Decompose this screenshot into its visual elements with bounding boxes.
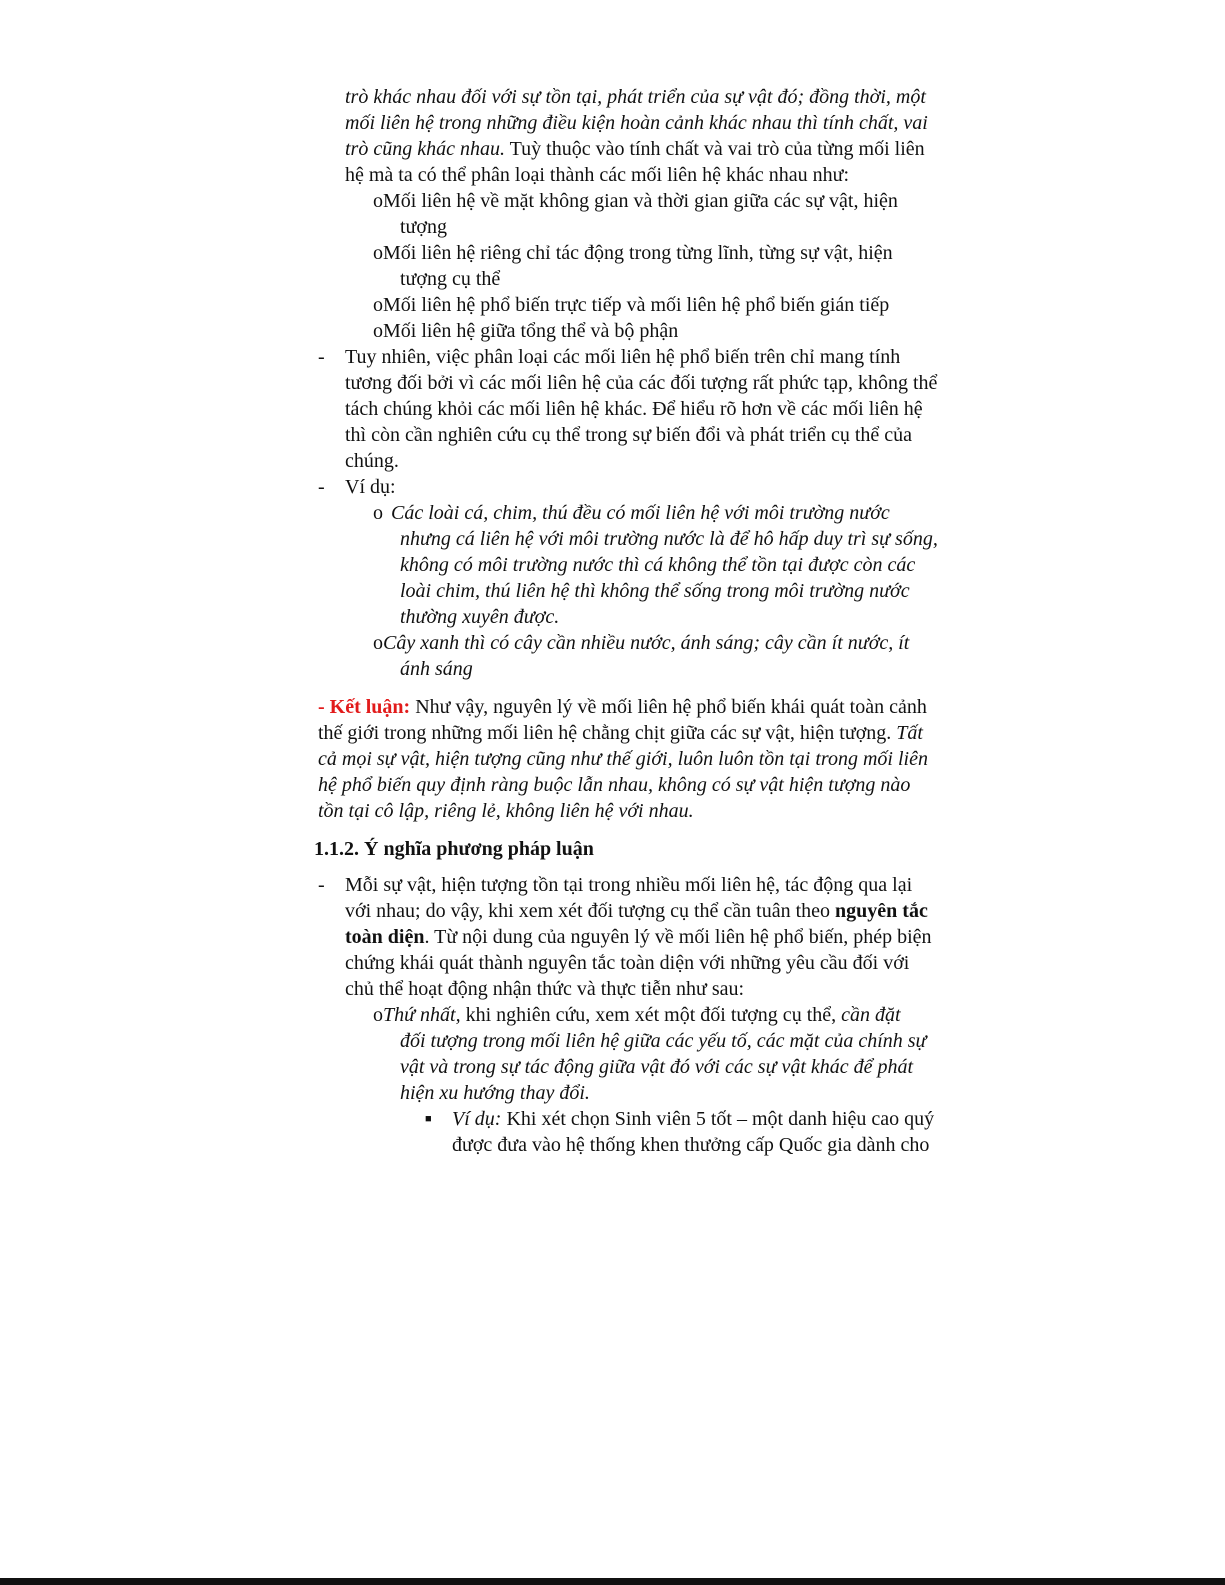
list-item-continuation xyxy=(318,266,968,292)
italic-text: loài chim, thú liên hệ thì không thể sống trong môi trường nước xyxy=(400,580,910,602)
list-item-continuation xyxy=(318,1028,968,1054)
text: tương đối bởi vì các mối liên hệ của các đối tượng rất phức tạp, không thể xyxy=(345,372,938,394)
paragraph-line xyxy=(318,746,968,772)
spacer xyxy=(318,862,968,872)
text: Tuy nhiên, việc phân loại các mối liên hệ phổ biến trên chỉ mang tính xyxy=(345,346,901,368)
italic-text: nhưng cá liên hệ với môi trường nước là để hô hấp duy trì sự sống, xyxy=(400,528,938,550)
text: chứng khái quát thành nguyên tắc toàn diện với những yêu cầu đối với xyxy=(345,952,910,974)
circle-bullet-icon: o xyxy=(373,1004,383,1026)
list-item-text: tượng cụ thể xyxy=(400,268,501,290)
text: được đưa vào hệ thống khen thưởng cấp Quốc gia dành cho xyxy=(452,1134,930,1156)
paragraph-line xyxy=(318,136,968,162)
circle-bullet-icon: o xyxy=(373,632,383,654)
list-item-continuation xyxy=(318,214,968,240)
italic-text: Các loài cá, chim, thú đều có mối liên hệ với môi trường nước xyxy=(391,502,890,524)
text: khi nghiên cứu, xem xét một đối tượng cụ thể, xyxy=(460,1004,842,1026)
italic-text: hệ phổ biến quy định ràng buộc lẫn nhau, không có sự vật hiện tượng nào xyxy=(318,774,911,796)
italic-text: hiện xu hướng thay đổi. xyxy=(400,1082,590,1104)
italic-text: không có môi trường nước thì cá không thể tồn tại được còn các xyxy=(400,554,916,576)
paragraph-line xyxy=(318,422,968,448)
paragraph-line xyxy=(318,924,968,950)
text: hệ mà ta có thể phân loại thành các mối liên hệ khác nhau như: xyxy=(345,164,849,186)
list-item xyxy=(318,1002,968,1028)
list-item xyxy=(318,240,968,266)
paragraph-line xyxy=(318,720,968,746)
list-item-continuation xyxy=(318,578,968,604)
italic-text: Tất xyxy=(896,722,923,744)
list-item-continuation xyxy=(318,526,968,552)
italic-text: đối tượng trong mối liên hệ giữa các yếu tố, các mặt của chính sự xyxy=(400,1030,927,1052)
spacer xyxy=(318,824,968,836)
text: Tuỳ thuộc vào tính chất và vai trò của từng mối liên xyxy=(504,138,925,160)
text: chủ thể hoạt động nhận thức và thực tiễn như sau: xyxy=(345,978,745,1000)
text: tách chúng khỏi các mối liên hệ khác. Để hiểu rõ hơn về các mối liên hệ xyxy=(345,398,923,420)
list-item-continuation xyxy=(318,656,968,682)
paragraph-line xyxy=(318,448,968,474)
paragraph-line xyxy=(318,976,968,1002)
italic-text: ánh sáng xyxy=(400,658,473,680)
paragraph-line xyxy=(318,110,968,136)
text: thì còn cần nghiên cứu cụ thể trong sự biến đổi và phát triển cụ thể của xyxy=(345,424,913,446)
italic-text: tồn tại cô lập, riêng lẻ, không liên hệ với nhau. xyxy=(318,800,694,822)
list-item-text: Mối liên hệ phổ biến trực tiếp và mối liên hệ phổ biến gián tiếp xyxy=(383,294,890,316)
list-item-continuation xyxy=(318,1080,968,1106)
paragraph-line xyxy=(318,84,968,110)
list-item xyxy=(318,630,968,656)
dash-bullet-icon: - xyxy=(318,346,325,368)
list-item xyxy=(318,292,968,318)
spacer xyxy=(318,682,968,694)
paragraph-line xyxy=(318,396,968,422)
text: thế giới trong những mối liên hệ chằng chịt giữa các sự vật, hiện tượng. xyxy=(318,722,897,744)
circle-bullet-icon: o xyxy=(373,320,383,342)
sub-list-item xyxy=(318,1106,968,1132)
paragraph-line xyxy=(318,872,968,898)
paragraph-line xyxy=(318,370,968,396)
square-bullet-icon: ■ xyxy=(425,1113,432,1125)
paragraph-line xyxy=(318,950,968,976)
section-heading: 1.1.2. Ý nghĩa phương pháp luận xyxy=(314,838,594,860)
dash-bullet-icon: - xyxy=(318,476,325,498)
page-body xyxy=(314,84,968,1158)
text: Ví dụ: xyxy=(345,476,396,498)
circle-bullet-icon: o xyxy=(373,502,383,524)
paragraph-line xyxy=(318,772,968,798)
bold-text: toàn diện xyxy=(345,926,425,948)
text: Khi xét chọn Sinh viên 5 tốt – một danh hiệu cao quý xyxy=(501,1108,935,1130)
list-item xyxy=(318,500,968,526)
text: chúng. xyxy=(345,450,399,472)
text: với nhau; do vậy, khi xem xét đối tượng cụ thể cần tuân theo xyxy=(345,900,836,922)
italic-text: Cây xanh thì có cây cần nhiều nước, ánh sáng; cây cần ít nước, ít xyxy=(383,632,910,654)
paragraph-line xyxy=(318,798,968,824)
paragraph-line xyxy=(318,694,968,720)
list-item-continuation xyxy=(318,604,968,630)
paragraph-line xyxy=(318,162,968,188)
paragraph-line xyxy=(318,344,968,370)
text: Như vậy, nguyên lý về mối liên hệ phổ biến khái quát toàn cảnh xyxy=(410,696,927,718)
italic-text: cả mọi sự vật, hiện tượng cũng như thế giới, luôn luôn tồn tại trong mối liên xyxy=(318,748,928,770)
list-item-text: Mối liên hệ riêng chỉ tác động trong từng lĩnh, từng sự vật, hiện xyxy=(383,242,893,264)
list-item xyxy=(318,188,968,214)
circle-bullet-icon: o xyxy=(373,190,383,212)
list-item-text: tượng xyxy=(400,216,447,238)
italic-text: trò cũng khác nhau. xyxy=(345,138,505,160)
italic-text: thường xuyên được. xyxy=(400,606,560,628)
italic-text: Ví dụ: xyxy=(452,1108,502,1130)
italic-text: mối liên hệ trong những điều kiện hoàn cảnh khác nhau thì tính chất, vai xyxy=(345,112,928,134)
italic-text: cần đặt xyxy=(841,1004,901,1026)
italic-text: vật và trong sự tác động giữa vật đó với các sự vật khác để phát xyxy=(400,1056,914,1078)
sub-list-item-continuation xyxy=(318,1132,968,1158)
list-item-text: Mối liên hệ giữa tổng thể và bộ phận xyxy=(383,320,679,342)
circle-bullet-icon: o xyxy=(373,242,383,264)
text: . Từ nội dung của nguyên lý về mối liên hệ phổ biến, phép biện xyxy=(424,926,932,948)
list-item-continuation xyxy=(318,1054,968,1080)
bold-text: nguyên tắc xyxy=(835,900,928,922)
paragraph-line xyxy=(318,474,968,500)
italic-text: Thứ nhất, xyxy=(383,1004,461,1026)
page-bottom-border xyxy=(0,1578,1225,1585)
text: Mỗi sự vật, hiện tượng tồn tại trong nhiều mối liên hệ, tác động qua lại xyxy=(345,874,913,896)
list-item xyxy=(318,318,968,344)
italic-text: trò khác nhau đối với sự tồn tại, phát triển của sự vật đó; đồng thời, một xyxy=(345,86,926,108)
list-item-text: Mối liên hệ về mặt không gian và thời gian giữa các sự vật, hiện xyxy=(383,190,898,212)
list-item-continuation xyxy=(318,552,968,578)
paragraph-line xyxy=(318,898,968,924)
dash-bullet-icon: - xyxy=(318,874,325,896)
circle-bullet-icon: o xyxy=(373,294,383,316)
conclusion-label: - Kết luận: xyxy=(318,696,411,718)
